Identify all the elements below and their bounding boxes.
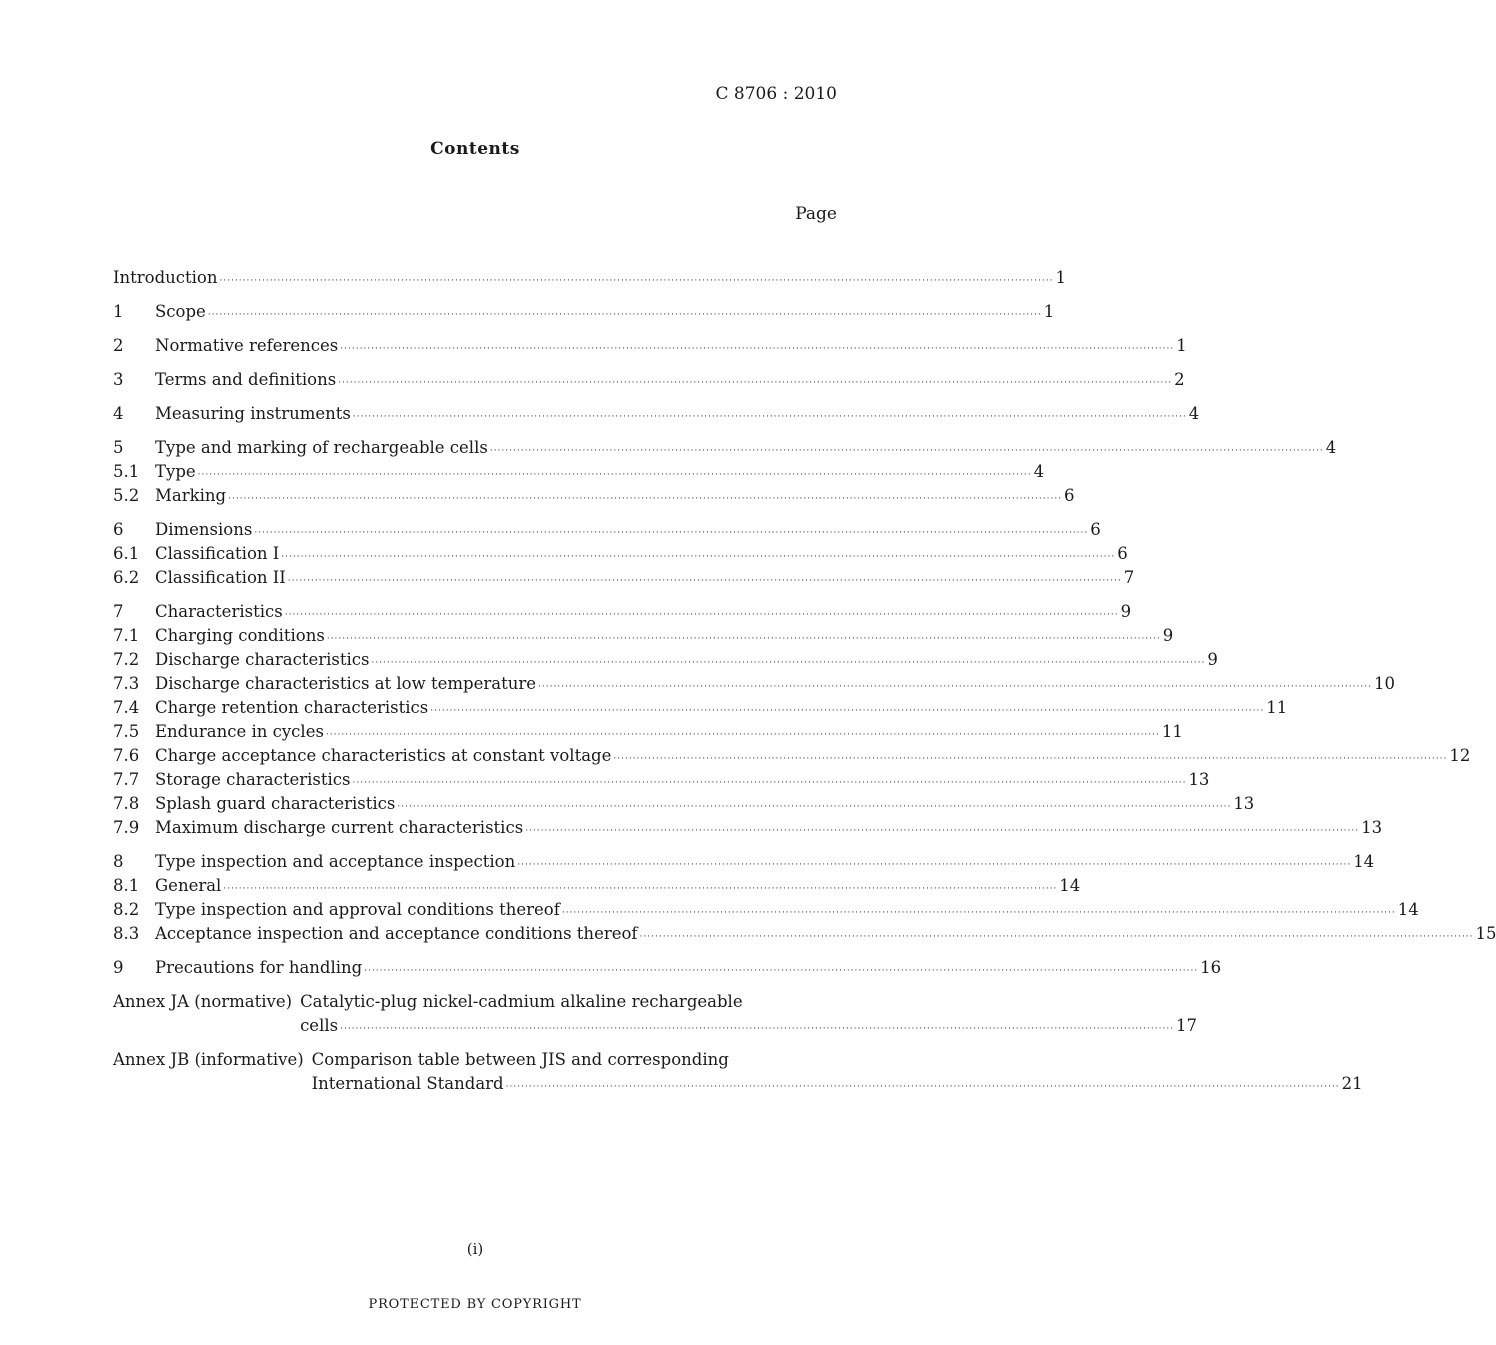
toc-entry-number: 7.3 bbox=[113, 674, 140, 693]
toc-entry-number: 8.3 bbox=[113, 924, 140, 943]
toc-entry-page: 6 bbox=[1090, 520, 1101, 539]
toc-entry-number: 7.8 bbox=[113, 794, 140, 813]
toc-entry[interactable] bbox=[113, 518, 1101, 542]
toc-entry-number: 7.1 bbox=[113, 626, 140, 645]
toc-entry-page: 4 bbox=[1325, 438, 1337, 457]
toc-entry-title: Discharge characteristics bbox=[155, 650, 370, 669]
toc-entry[interactable] bbox=[113, 816, 1383, 840]
toc-entry-page: 9 bbox=[1120, 602, 1132, 621]
toc-entry-title: Acceptance inspection and acceptance conditions thereof bbox=[155, 924, 638, 943]
toc-entry[interactable] bbox=[113, 696, 1288, 720]
toc-entry-number: 7.6 bbox=[113, 746, 140, 765]
toc-entry-title: Classification II bbox=[155, 568, 286, 587]
toc-entry-page: 14 bbox=[1397, 900, 1419, 919]
toc-entry-number: 8 bbox=[113, 852, 124, 871]
toc-entry-title: Type inspection and acceptance inspection bbox=[155, 852, 516, 871]
toc-entry-page: 12 bbox=[1449, 746, 1471, 765]
toc-entry-page: 1 bbox=[1043, 302, 1055, 321]
dot-leader bbox=[490, 439, 1324, 463]
toc-entry-title: Splash guard characteristics bbox=[155, 794, 396, 813]
toc-entry-page: 15 bbox=[1475, 924, 1496, 943]
toc-entry-page: 6 bbox=[1064, 486, 1075, 505]
dot-leader bbox=[430, 699, 1264, 723]
toc-entry-page: 13 bbox=[1188, 770, 1210, 789]
toc-entry-title: Type bbox=[155, 462, 196, 481]
copyright-notice: PROTECTED BY COPYRIGHT bbox=[368, 1297, 582, 1312]
toc-entry-title: Marking bbox=[155, 486, 227, 505]
annex-page: 21 bbox=[1341, 1074, 1363, 1093]
toc-entry-page: 9 bbox=[1207, 650, 1218, 669]
dot-leader bbox=[640, 925, 1474, 949]
toc-entry[interactable] bbox=[113, 460, 1045, 484]
toc-entry-title: Normative references bbox=[155, 336, 339, 355]
toc-entry-page: 1 bbox=[1055, 268, 1066, 287]
toc-entry[interactable] bbox=[113, 720, 1183, 744]
annex-title-line2: International Standard bbox=[311, 1074, 504, 1093]
dot-leader bbox=[517, 853, 1351, 877]
dot-leader bbox=[220, 269, 1054, 293]
toc-entry[interactable] bbox=[113, 898, 1419, 922]
toc-entry-page: 14 bbox=[1353, 852, 1375, 871]
toc-entry[interactable] bbox=[113, 744, 1471, 768]
toc-entry-number: 5.2 bbox=[113, 486, 140, 505]
dot-leader bbox=[208, 303, 1042, 327]
page-column-heading: Page bbox=[795, 204, 837, 224]
toc-entry-title: Scope bbox=[155, 302, 206, 321]
dot-leader bbox=[364, 959, 1198, 983]
toc-entry-number: 9 bbox=[113, 958, 124, 977]
toc-entry-title: Characteristics bbox=[155, 602, 283, 621]
footer-page-number: (i) bbox=[466, 1240, 484, 1258]
toc-entry[interactable] bbox=[113, 566, 1135, 590]
annex-name: Annex JA (normative) bbox=[113, 992, 293, 1011]
toc-entry-page: 10 bbox=[1373, 674, 1395, 693]
dot-leader bbox=[506, 1075, 1340, 1099]
dot-leader bbox=[228, 487, 1062, 511]
dot-leader bbox=[340, 1017, 1174, 1041]
toc-entry-title: Measuring instruments bbox=[155, 404, 351, 423]
toc-entry-page: 13 bbox=[1233, 794, 1255, 813]
toc-annex-entry[interactable] bbox=[113, 1048, 1363, 1096]
document-code: C 8706 : 2010 bbox=[715, 84, 837, 104]
toc-entry-title: Discharge characteristics at low temperature bbox=[155, 674, 536, 693]
toc-entry[interactable] bbox=[113, 648, 1218, 672]
toc-entry-page: 6 bbox=[1117, 544, 1128, 563]
toc-entry[interactable] bbox=[113, 850, 1375, 874]
dot-leader bbox=[281, 545, 1115, 569]
toc-entry-title: Terms and definitions bbox=[155, 370, 337, 389]
annex-page: 17 bbox=[1176, 1016, 1198, 1035]
dot-leader bbox=[562, 901, 1396, 925]
annex-name: Annex JB (informative) bbox=[113, 1050, 304, 1069]
toc-entry-page: 9 bbox=[1162, 626, 1174, 645]
dot-leader bbox=[353, 405, 1187, 429]
toc-entry-number: 7.9 bbox=[113, 818, 140, 837]
toc-entry[interactable] bbox=[113, 436, 1337, 460]
toc-entry-page: 11 bbox=[1266, 698, 1288, 717]
dot-leader bbox=[538, 675, 1372, 699]
toc-entry[interactable] bbox=[113, 672, 1395, 696]
page-title: Contents bbox=[430, 139, 520, 159]
toc-entry-number: 1 bbox=[113, 302, 124, 321]
toc-entry[interactable] bbox=[113, 600, 1132, 624]
dot-leader bbox=[340, 337, 1174, 361]
toc-entry[interactable] bbox=[113, 922, 1496, 946]
toc-entry[interactable] bbox=[113, 768, 1210, 792]
toc-entry-number: 6.2 bbox=[113, 568, 140, 587]
toc-entry-page: 13 bbox=[1361, 818, 1383, 837]
toc-entry-number: 6 bbox=[113, 520, 124, 539]
toc-entry[interactable] bbox=[113, 542, 1128, 566]
toc-entry-number: 7 bbox=[113, 602, 124, 621]
toc-entry-title: Charge acceptance characteristics at constant voltage bbox=[155, 746, 612, 765]
toc-entry-title: Type and marking of rechargeable cells bbox=[155, 438, 488, 457]
toc-entry-page: 4 bbox=[1033, 462, 1045, 481]
annex-title-line1: Comparison table between JIS and corresponding bbox=[311, 1050, 729, 1069]
toc-entry[interactable] bbox=[113, 624, 1174, 648]
dot-leader bbox=[525, 819, 1359, 843]
toc-entry[interactable] bbox=[113, 484, 1075, 508]
dot-leader bbox=[327, 627, 1161, 651]
toc-entry-title: Classification I bbox=[155, 544, 280, 563]
toc-entry-page: 1 bbox=[1176, 336, 1187, 355]
dot-leader bbox=[254, 521, 1088, 545]
toc-entry-page: 14 bbox=[1059, 876, 1081, 895]
toc-entry-title: Introduction bbox=[113, 268, 218, 287]
toc-entry-number: 5.1 bbox=[113, 462, 140, 481]
toc-entry[interactable] bbox=[113, 368, 1185, 392]
toc-entry-number: 8.2 bbox=[113, 900, 140, 919]
toc-entry-title: Maximum discharge current characteristics bbox=[155, 818, 524, 837]
toc-entry-title: Storage characteristics bbox=[155, 770, 351, 789]
toc-entry[interactable] bbox=[113, 956, 1222, 980]
toc-entry-number: 5 bbox=[113, 438, 124, 457]
toc-entry-number: 7.5 bbox=[113, 722, 140, 741]
toc-entry-title: General bbox=[155, 876, 222, 895]
table-of-contents bbox=[113, 266, 1496, 1096]
toc-entry-number: 7.7 bbox=[113, 770, 140, 789]
dot-leader bbox=[338, 371, 1172, 395]
toc-entry-number: 6.1 bbox=[113, 544, 140, 563]
toc-entry-number: 7.2 bbox=[113, 650, 140, 669]
toc-entry-page: 16 bbox=[1200, 958, 1222, 977]
dot-leader bbox=[352, 771, 1186, 795]
toc-entry-number: 4 bbox=[113, 404, 124, 423]
toc-entry-title: Charge retention characteristics bbox=[155, 698, 429, 717]
toc-entry-number: 2 bbox=[113, 336, 124, 355]
annex-title-line2: cells bbox=[300, 1016, 339, 1035]
toc-entry[interactable] bbox=[113, 334, 1187, 358]
annex-title-line1: Catalytic-plug nickel-cadmium alkaline rechargeable bbox=[300, 992, 743, 1011]
dot-leader bbox=[613, 747, 1447, 771]
toc-annex-entry[interactable] bbox=[113, 990, 1198, 1038]
toc-entry-title: Type inspection and approval conditions thereof bbox=[155, 900, 560, 919]
toc-entry-number: 7.4 bbox=[113, 698, 140, 717]
toc-entry[interactable] bbox=[113, 300, 1055, 324]
toc-entry[interactable] bbox=[113, 792, 1255, 816]
toc-entry-title: Charging conditions bbox=[155, 626, 325, 645]
toc-entry-page: 11 bbox=[1161, 722, 1183, 741]
toc-entry-title: Endurance in cycles bbox=[155, 722, 324, 741]
toc-entry[interactable] bbox=[113, 266, 1066, 290]
toc-entry-title: Dimensions bbox=[155, 520, 253, 539]
toc-entry[interactable] bbox=[113, 874, 1081, 898]
toc-entry-page: 2 bbox=[1174, 370, 1185, 389]
toc-entry-title: Precautions for handling bbox=[155, 958, 363, 977]
dot-leader bbox=[198, 463, 1032, 487]
toc-entry-number: 8.1 bbox=[113, 876, 140, 895]
toc-entry[interactable] bbox=[113, 402, 1200, 426]
toc-entry-page: 7 bbox=[1123, 568, 1135, 587]
dot-leader bbox=[288, 569, 1122, 593]
toc-entry-page: 4 bbox=[1188, 404, 1200, 423]
toc-entry-number: 3 bbox=[113, 370, 124, 389]
dot-leader bbox=[285, 603, 1119, 627]
